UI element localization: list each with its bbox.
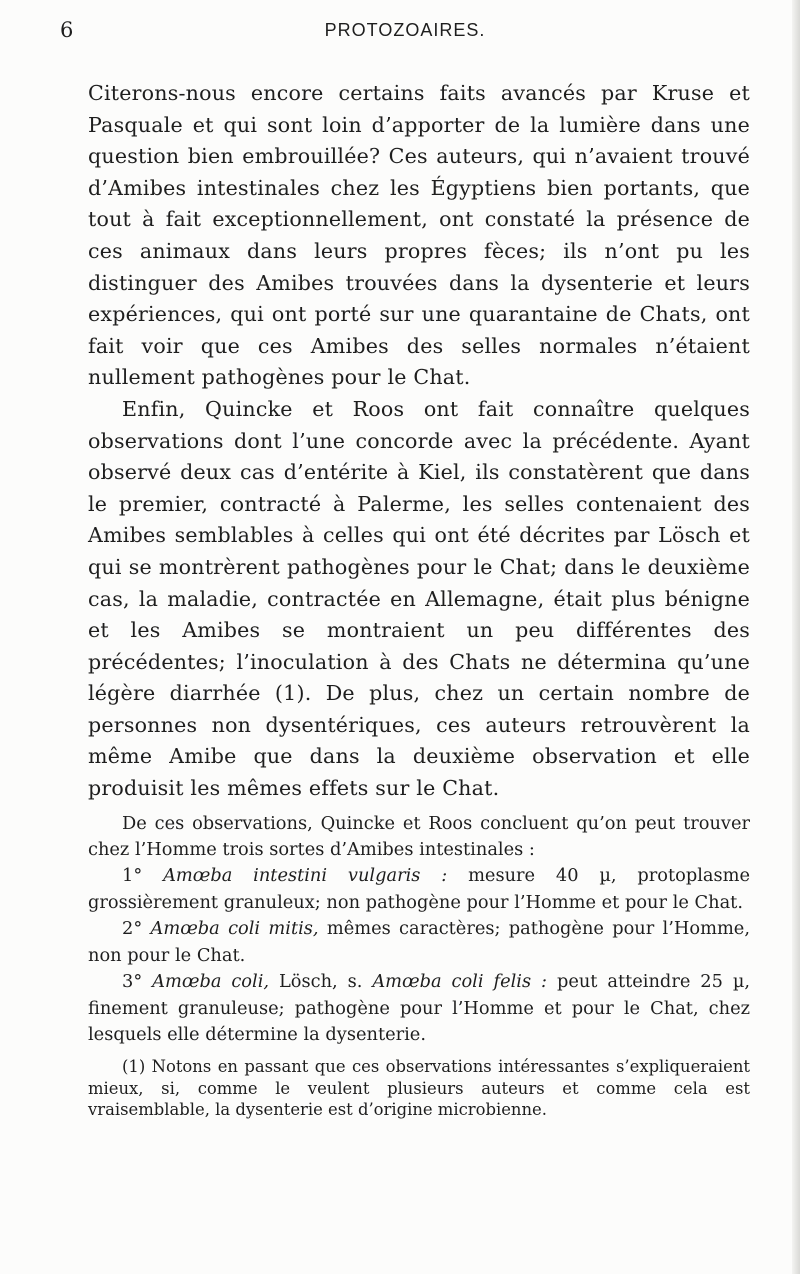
species-name: Amœba coli mitis, (150, 918, 319, 940)
species-name: Amœba intestini vulgaris : (163, 865, 448, 887)
body-paragraph-1: Citerons-nous encore certains faits avancés par Kruse et Pasquale et qui sont loin d’apporter de la lumière dans une question bien embrouillée? Ces auteurs, qui n’avaient trouvé d’Amibes intestinales chez les Égyptiens bien portants, que tout à fait exceptionnellement, ont constaté la présence de ces animaux dans leurs propres fèces; ils n’ont pu les distinguer des Amibes trouvées dans la dysenterie et leurs expériences, qui ont porté sur une quarantaine de Chats, ont fait voir que ces Amibes des selles normales n’étaient nullement pathogènes pour le Chat. (88, 81, 750, 390)
species-name: Amœba coli, (152, 971, 270, 993)
body-paragraph-2: Enfin, Quincke et Roos ont fait connaître quelques observations dont l’une concorde avec la précédente. Ayant observé deux cas d’entérite à Kiel, ils constatèrent que dans le premier, contracté à Palerme, les selles contenaient des Amibes semblables à celles qui ont été décrites par Lösch et qui se montrèrent pathogènes pour le Chat; dans le deuxième cas, la maladie, contractée en Allemagne, était plus bénigne et les Amibes se montraient un peu différentes des précédentes; l’inoculation à des Chats ne détermina qu’une légère diarrhée (1). De plus, chez un certain nombre de personnes non dysentériques, ces auteurs retrouvèrent la même Amibe que dans la deuxième observation et elle produisit les mêmes effets sur le Chat. (88, 396, 750, 801)
summary-item-3 (88, 969, 750, 1048)
summary-item-2 (88, 916, 750, 969)
item-number: 2° (122, 918, 143, 940)
species-synonym: Amœba coli felis : (372, 971, 548, 993)
item-number: 1° (122, 865, 143, 887)
page-header (60, 18, 750, 48)
species-author: Lösch, s. (278, 971, 363, 993)
running-title: PROTOZOAIRES. (324, 20, 486, 40)
page-edge-shadow (792, 0, 800, 1274)
summary-item-1 (88, 863, 750, 916)
item-description: mesure 40 µ, protoplasme grossièrement granuleux; non pathogène pour l’Homme et pour le Chat. (88, 865, 750, 913)
item-description: mêmes caractères; pathogène pour l’Homme, non pour le Chat. (88, 918, 750, 966)
page-number: 6 (60, 18, 74, 42)
text-block (88, 78, 750, 1121)
item-number: 3° (122, 971, 143, 993)
summary-intro: De ces observations, Quincke et Roos concluent qu’on peut trouver chez l’Homme trois sortes d’Amibes intestinales : (88, 812, 750, 861)
item-description: peut atteindre 25 µ, finement granuleuse; pathogène pour l’Homme et pour le Chat, chez lesquels elle détermine la dysenterie. (88, 971, 751, 1045)
footnote: (1) Notons en passant que ces observations intéressantes s’expliqueraient mieux, si, comme le veulent plusieurs auteurs et comme cela est vraisemblable, la dysenterie est d’origine microbienne. (88, 1057, 750, 1120)
